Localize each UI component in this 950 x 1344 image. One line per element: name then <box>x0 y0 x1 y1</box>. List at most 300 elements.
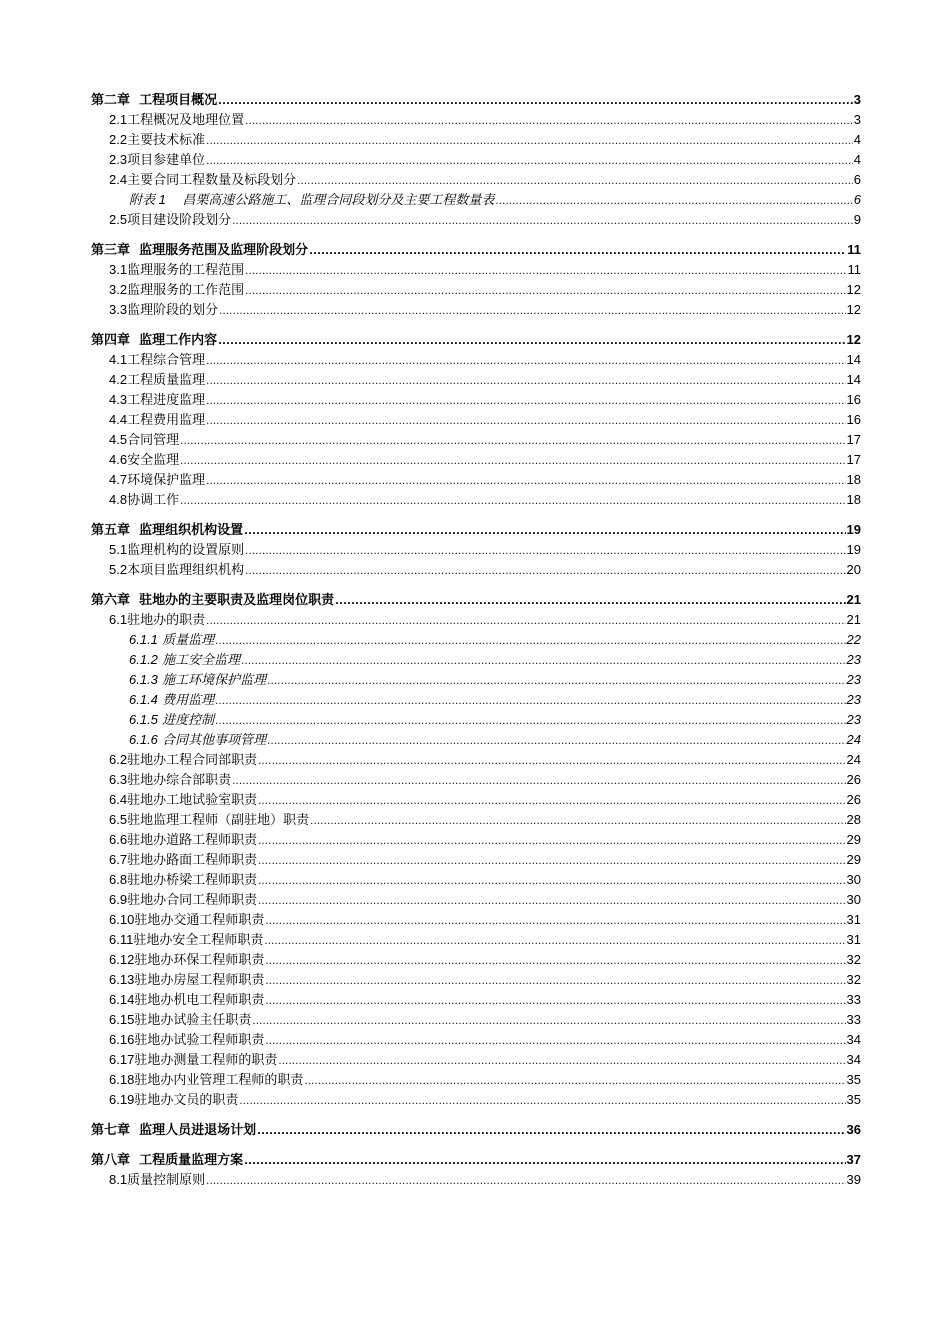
toc-entry-title: 驻地办合同工程师职责 <box>127 893 258 908</box>
toc-entry-number: 4.8 <box>109 492 128 507</box>
toc-page-number: 4 <box>853 152 861 167</box>
toc-subsection-entry[interactable] <box>91 190 861 210</box>
toc-page-number: 33 <box>846 992 861 1007</box>
toc-entry-label <box>109 950 264 971</box>
toc-page-number: 24 <box>846 732 861 747</box>
toc-page-number: 21 <box>846 592 861 607</box>
toc-section-entry[interactable] <box>91 1090 861 1110</box>
toc-entry-number: 6.7 <box>109 852 128 867</box>
toc-dot-leader <box>180 452 845 472</box>
toc-entry-title: 监理服务的工作范围 <box>127 283 245 298</box>
toc-entry-title: 工程项目概况 <box>139 93 218 108</box>
toc-entry-title: 施工环境保护监理 <box>162 673 267 688</box>
toc-entry-title: 监理组织机构设置 <box>139 523 244 538</box>
toc-dot-leader <box>241 652 845 672</box>
toc-section-entry[interactable] <box>91 300 861 320</box>
toc-section-entry[interactable] <box>91 260 861 280</box>
toc-dot-leader <box>245 262 846 282</box>
toc-page-number: 35 <box>846 1092 861 1107</box>
toc-subsection-entry[interactable] <box>91 630 861 650</box>
toc-entry-number: 6.17 <box>109 1052 135 1067</box>
toc-entry-title: 驻地办机电工程师职责 <box>134 993 265 1008</box>
toc-dot-leader <box>264 932 845 952</box>
toc-dot-leader <box>206 132 853 152</box>
toc-entry-number: 第六章 <box>91 592 131 607</box>
table-of-contents <box>91 90 861 1190</box>
toc-entry-title: 驻地办综合部职责 <box>127 773 232 788</box>
toc-dot-leader <box>206 612 845 632</box>
toc-entry-label <box>109 130 205 151</box>
toc-entry-title: 本项目监理组织机构 <box>127 563 245 578</box>
toc-entry-label <box>129 690 214 711</box>
toc-section-entry[interactable] <box>91 790 861 810</box>
toc-dot-leader <box>278 1052 845 1072</box>
toc-entry-label <box>91 1120 256 1141</box>
toc-entry-label <box>91 330 217 351</box>
toc-entry-label <box>91 1150 243 1171</box>
toc-dot-leader <box>257 1122 845 1142</box>
toc-entry-number: 4.2 <box>109 372 128 387</box>
toc-entry-number: 6.18 <box>109 1072 135 1087</box>
toc-entry-number: 8.1 <box>109 1172 128 1187</box>
toc-entry-title: 监理服务范围及监理阶段划分 <box>139 243 309 258</box>
toc-entry-title: 质量控制原则 <box>127 1173 206 1188</box>
toc-dot-leader <box>245 112 853 132</box>
toc-entry-title: 驻地办道路工程师职责 <box>127 833 258 848</box>
toc-entry-title: 工程综合管理 <box>127 353 206 368</box>
toc-entry-number: 6.19 <box>109 1092 135 1107</box>
toc-dot-leader <box>267 732 845 752</box>
toc-page-number: 12 <box>846 282 861 297</box>
toc-entry-spacer <box>130 523 139 538</box>
toc-page-number: 19 <box>846 522 861 537</box>
toc-entry-title: 驻地办环保工程师职责 <box>134 953 265 968</box>
toc-entry-label <box>129 630 214 651</box>
toc-entry-number: 6.1.4 <box>129 692 158 707</box>
toc-entry-title: 进度控制 <box>162 713 215 728</box>
toc-entry-number: 2.3 <box>109 152 128 167</box>
toc-dot-leader <box>218 92 853 112</box>
toc-page-number: 12 <box>846 332 861 347</box>
toc-dot-leader <box>258 852 845 872</box>
toc-entry-title: 质量监理 <box>162 633 215 648</box>
toc-section-entry[interactable] <box>91 610 861 630</box>
toc-page-number: 30 <box>846 892 861 907</box>
toc-dot-leader <box>206 1172 845 1192</box>
toc-entry-number: 6.3 <box>109 772 128 787</box>
toc-section-entry[interactable] <box>91 540 861 560</box>
toc-entry-spacer <box>130 243 139 258</box>
toc-page-number: 6 <box>853 192 861 207</box>
toc-entry-spacer <box>130 1153 139 1168</box>
toc-section-entry[interactable] <box>91 770 861 790</box>
toc-entry-label <box>109 470 205 491</box>
toc-section-entry[interactable] <box>91 950 861 970</box>
toc-entry-title: 工程概况及地理位置 <box>127 113 245 128</box>
toc-section-entry[interactable] <box>91 490 861 510</box>
toc-section-entry[interactable] <box>91 990 861 1010</box>
toc-entry-title: 驻地办交通工程师职责 <box>134 913 265 928</box>
toc-section-entry[interactable] <box>91 870 861 890</box>
toc-page-number: 16 <box>846 392 861 407</box>
toc-entry-label <box>109 450 179 471</box>
toc-page-number: 12 <box>846 302 861 317</box>
toc-entry-label <box>91 520 243 541</box>
toc-dot-leader <box>335 592 845 612</box>
toc-entry-label <box>129 730 266 751</box>
toc-entry-number: 第四章 <box>91 332 131 347</box>
toc-entry-number: 6.15 <box>109 1012 135 1027</box>
toc-entry-label <box>109 350 205 371</box>
toc-entry-label <box>109 1170 205 1191</box>
toc-page-number: 23 <box>846 692 861 707</box>
toc-entry-number: 5.2 <box>109 562 128 577</box>
toc-subsection-entry[interactable] <box>91 650 861 670</box>
toc-entry-label <box>129 650 240 671</box>
toc-entry-label <box>109 110 244 131</box>
toc-entry-title: 驻地办桥梁工程师职责 <box>127 873 258 888</box>
toc-entry-number: 6.16 <box>109 1032 135 1047</box>
toc-entry-label <box>109 610 205 631</box>
toc-entry-title: 驻地办工程合同部职责 <box>127 753 258 768</box>
toc-entry-spacer <box>130 593 139 608</box>
toc-chapter-entry[interactable] <box>91 1120 861 1140</box>
toc-section-entry[interactable] <box>91 750 861 770</box>
toc-entry-number: 6.4 <box>109 792 128 807</box>
toc-page-number: 16 <box>846 412 861 427</box>
toc-page-number: 31 <box>846 912 861 927</box>
toc-entry-title: 合同管理 <box>127 433 180 448</box>
toc-dot-leader <box>267 672 845 692</box>
toc-entry-title: 驻地办的职责 <box>127 613 206 628</box>
toc-entry-title: 驻地办路面工程师职责 <box>127 853 258 868</box>
toc-subsection-entry[interactable] <box>91 730 861 750</box>
toc-dot-leader <box>206 372 845 392</box>
toc-section-entry[interactable] <box>91 280 861 300</box>
toc-entry-title: 监理机构的设置原则 <box>127 543 245 558</box>
toc-page-number: 3 <box>853 92 861 107</box>
toc-section-entry[interactable] <box>91 450 861 470</box>
toc-entry-number: 第八章 <box>91 1152 131 1167</box>
toc-dot-leader <box>232 772 845 792</box>
toc-page-number: 23 <box>846 712 861 727</box>
toc-page-number: 17 <box>846 452 861 467</box>
toc-page-number: 37 <box>846 1152 861 1167</box>
toc-section-entry[interactable] <box>91 810 861 830</box>
toc-entry-number: 第二章 <box>91 92 131 107</box>
toc-page-number: 21 <box>846 612 861 627</box>
toc-entry-number: 2.2 <box>109 132 128 147</box>
toc-dot-leader <box>309 242 846 262</box>
toc-section-entry[interactable] <box>91 350 861 370</box>
toc-dot-leader <box>258 792 845 812</box>
toc-page-number: 4 <box>853 132 861 147</box>
toc-entry-title: 驻地办房屋工程师职责 <box>134 973 265 988</box>
toc-entry-label <box>109 540 244 561</box>
toc-section-entry[interactable] <box>91 430 861 450</box>
toc-dot-leader <box>258 872 845 892</box>
toc-section-entry[interactable] <box>91 150 861 170</box>
toc-dot-leader <box>245 542 845 562</box>
toc-chapter-entry[interactable] <box>91 240 861 260</box>
toc-entry-label <box>109 280 244 301</box>
toc-entry-title: 驻地办内业管理工程师的职责 <box>134 1073 304 1088</box>
toc-entry-number: 6.5 <box>109 812 128 827</box>
toc-dot-leader <box>258 832 845 852</box>
toc-entry-title: 费用监理 <box>162 693 215 708</box>
toc-chapter-entry[interactable] <box>91 590 861 610</box>
toc-page-number: 39 <box>846 1172 861 1187</box>
toc-dot-leader <box>206 412 845 432</box>
toc-entry-title: 驻地办的主要职责及监理岗位职责 <box>139 593 335 608</box>
toc-section-entry[interactable] <box>91 390 861 410</box>
toc-dot-leader <box>265 972 845 992</box>
toc-dot-leader <box>215 692 845 712</box>
toc-dot-leader <box>218 332 845 352</box>
toc-entry-label <box>109 1030 264 1051</box>
toc-section-entry[interactable] <box>91 890 861 910</box>
toc-dot-leader <box>310 812 845 832</box>
toc-entry-number: 3.3 <box>109 302 128 317</box>
toc-dot-leader <box>215 632 845 652</box>
toc-section-entry[interactable] <box>91 1170 861 1190</box>
toc-page-number: 33 <box>846 1012 861 1027</box>
toc-page-number: 11 <box>847 242 861 257</box>
toc-entry-number: 5.1 <box>109 542 128 557</box>
toc-entry-label <box>109 890 257 911</box>
toc-entry-number: 2.5 <box>109 212 128 227</box>
toc-entry-label <box>129 190 494 211</box>
toc-entry-number: 2.1 <box>109 112 128 127</box>
toc-entry-label <box>109 810 309 831</box>
toc-entry-label <box>109 870 257 891</box>
toc-chapter-entry[interactable] <box>91 1150 861 1170</box>
toc-entry-number: 第三章 <box>91 242 131 257</box>
toc-entry-title: 施工安全监理 <box>162 653 241 668</box>
toc-entry-number: 4.7 <box>109 472 128 487</box>
toc-section-entry[interactable] <box>91 910 861 930</box>
toc-section-entry[interactable] <box>91 130 861 150</box>
toc-entry-label <box>109 370 205 391</box>
toc-entry-title: 协调工作 <box>127 493 180 508</box>
toc-entry-title: 驻地监理工程师（副驻地）职责 <box>127 813 310 828</box>
toc-section-entry[interactable] <box>91 410 861 430</box>
toc-entry-label <box>109 210 231 231</box>
toc-dot-leader <box>265 952 845 972</box>
toc-section-entry[interactable] <box>91 370 861 390</box>
toc-page-number: 34 <box>846 1032 861 1047</box>
toc-entry-label <box>109 910 264 931</box>
toc-entry-number: 6.14 <box>109 992 135 1007</box>
toc-page-number: 6 <box>853 172 861 187</box>
toc-entry-label <box>109 1070 303 1091</box>
toc-dot-leader <box>265 992 845 1012</box>
toc-chapter-entry[interactable] <box>91 330 861 350</box>
toc-section-entry[interactable] <box>91 470 861 490</box>
toc-entry-title: 监理阶段的划分 <box>127 303 219 318</box>
toc-dot-leader <box>258 752 845 772</box>
toc-entry-number: 4.1 <box>109 352 128 367</box>
toc-entry-number: 6.10 <box>109 912 135 927</box>
toc-dot-leader <box>252 1012 845 1032</box>
toc-entry-number: 6.1 <box>109 612 128 627</box>
toc-chapter-entry[interactable] <box>91 90 861 110</box>
toc-dot-leader <box>244 522 845 542</box>
toc-entry-label <box>109 750 257 771</box>
toc-section-entry[interactable] <box>91 110 861 130</box>
toc-section-entry[interactable] <box>91 970 861 990</box>
toc-entry-label <box>109 490 179 511</box>
toc-entry-label <box>109 770 231 791</box>
toc-entry-number: 4.4 <box>109 412 128 427</box>
toc-entry-title: 监理服务的工程范围 <box>127 263 245 278</box>
toc-section-entry[interactable] <box>91 930 861 950</box>
toc-entry-label <box>109 430 179 451</box>
toc-page-number: 3 <box>853 112 861 127</box>
toc-dot-leader <box>495 192 852 212</box>
toc-entry-label <box>109 1010 251 1031</box>
toc-dot-leader <box>206 352 845 372</box>
toc-page-number: 28 <box>846 812 861 827</box>
toc-entry-title: 环境保护监理 <box>127 473 206 488</box>
toc-entry-label <box>91 90 217 111</box>
toc-page-number: 32 <box>846 952 861 967</box>
toc-dot-leader <box>206 472 845 492</box>
toc-entry-title: 工程费用监理 <box>127 413 206 428</box>
toc-entry-title: 主要技术标准 <box>127 133 206 148</box>
toc-dot-leader <box>180 432 845 452</box>
toc-dot-leader <box>244 1152 845 1172</box>
toc-entry-label <box>109 410 205 431</box>
toc-page-number: 14 <box>846 352 861 367</box>
toc-dot-leader <box>180 492 845 512</box>
toc-entry-title: 工程质量监理 <box>127 373 206 388</box>
toc-section-entry[interactable] <box>91 1030 861 1050</box>
toc-page-number: 18 <box>846 492 861 507</box>
toc-entry-label <box>109 790 257 811</box>
toc-section-entry[interactable] <box>91 850 861 870</box>
toc-section-entry[interactable] <box>91 1010 861 1030</box>
toc-entry-number: 3.2 <box>109 282 128 297</box>
toc-entry-title: 项目参建单位 <box>127 153 206 168</box>
toc-entry-number: 2.4 <box>109 172 128 187</box>
toc-entry-number: 4.6 <box>109 452 128 467</box>
toc-entry-spacer <box>130 1123 139 1138</box>
toc-page-number: 32 <box>846 972 861 987</box>
toc-entry-number: 6.13 <box>109 972 135 987</box>
toc-page-number: 19 <box>846 542 861 557</box>
toc-entry-number: 6.9 <box>109 892 128 907</box>
toc-dot-leader <box>219 302 845 322</box>
toc-entry-number: 6.1.5 <box>129 712 158 727</box>
toc-dot-leader <box>245 562 845 582</box>
toc-page-number: 24 <box>846 752 861 767</box>
toc-dot-leader <box>245 282 845 302</box>
toc-entry-number: 6.1.2 <box>129 652 158 667</box>
toc-entry-number: 3.1 <box>109 262 128 277</box>
toc-entry-label <box>129 670 266 691</box>
toc-entry-title: 项目建设阶段划分 <box>127 213 232 228</box>
toc-entry-title: 安全监理 <box>127 453 180 468</box>
toc-dot-leader <box>239 1092 845 1112</box>
toc-page-number: 20 <box>846 562 861 577</box>
toc-dot-leader <box>297 172 853 192</box>
toc-page-number: 23 <box>846 652 861 667</box>
toc-dot-leader <box>265 1032 845 1052</box>
toc-section-entry[interactable] <box>91 210 861 230</box>
toc-entry-label <box>129 710 214 731</box>
toc-page-number: 26 <box>846 792 861 807</box>
toc-entry-number: 4.5 <box>109 432 128 447</box>
toc-section-entry[interactable] <box>91 170 861 190</box>
toc-entry-title: 驻地办试验主任职责 <box>134 1013 252 1028</box>
toc-dot-leader <box>304 1072 845 1092</box>
toc-page-number: 29 <box>846 852 861 867</box>
toc-entry-label <box>91 240 308 261</box>
toc-entry-title: 监理工作内容 <box>139 333 218 348</box>
toc-entry-title: 监理人员进退场计划 <box>139 1123 257 1138</box>
toc-page-number: 30 <box>846 872 861 887</box>
toc-entry-title: 驻地办试验工程师职责 <box>134 1033 265 1048</box>
toc-page-number: 34 <box>846 1052 861 1067</box>
toc-page-number: 17 <box>846 432 861 447</box>
toc-subsection-entry[interactable] <box>91 670 861 690</box>
toc-page-number: 9 <box>853 212 861 227</box>
toc-entry-spacer <box>166 193 183 208</box>
toc-entry-number: 4.3 <box>109 392 128 407</box>
toc-page-number: 23 <box>846 672 861 687</box>
toc-dot-leader <box>206 392 845 412</box>
toc-chapter-entry[interactable] <box>91 520 861 540</box>
toc-entry-label <box>109 990 264 1011</box>
toc-entry-spacer <box>130 93 139 108</box>
toc-entry-number: 6.1.6 <box>129 732 158 747</box>
toc-page-number: 31 <box>846 932 861 947</box>
toc-section-entry[interactable] <box>91 560 861 580</box>
toc-entry-label <box>109 260 244 281</box>
toc-subsection-entry[interactable] <box>91 690 861 710</box>
toc-entry-number: 6.11 <box>109 932 134 947</box>
toc-section-entry[interactable] <box>91 1070 861 1090</box>
toc-page-number: 14 <box>846 372 861 387</box>
toc-entry-title: 驻地办测量工程师的职责 <box>134 1053 278 1068</box>
toc-entry-title: 驻地办工地试验室职责 <box>127 793 258 808</box>
toc-entry-label <box>109 390 205 411</box>
toc-page-number: 26 <box>846 772 861 787</box>
toc-entry-number: 第五章 <box>91 522 131 537</box>
toc-subsection-entry[interactable] <box>91 710 861 730</box>
toc-entry-title: 工程质量监理方案 <box>139 1153 244 1168</box>
toc-entry-title: 驻地办文员的职责 <box>134 1093 239 1108</box>
toc-entry-label <box>109 930 263 951</box>
toc-entry-title: 工程进度监理 <box>127 393 206 408</box>
toc-dot-leader <box>206 152 853 172</box>
toc-entry-title: 昌栗高速公路施工、监理合同段划分及主要工程数量表 <box>182 193 495 208</box>
toc-entry-number: 6.2 <box>109 752 128 767</box>
toc-entry-title: 驻地办安全工程师职责 <box>133 933 264 948</box>
toc-entry-label <box>109 850 257 871</box>
toc-page-number: 11 <box>847 262 861 277</box>
toc-section-entry[interactable] <box>91 1050 861 1070</box>
toc-page-number: 36 <box>846 1122 861 1137</box>
toc-dot-leader <box>232 212 853 232</box>
toc-entry-number: 6.1.3 <box>129 672 158 687</box>
toc-entry-number: 6.6 <box>109 832 128 847</box>
toc-dot-leader <box>215 712 845 732</box>
toc-page-number: 18 <box>846 472 861 487</box>
toc-section-entry[interactable] <box>91 830 861 850</box>
toc-entry-label <box>109 150 205 171</box>
